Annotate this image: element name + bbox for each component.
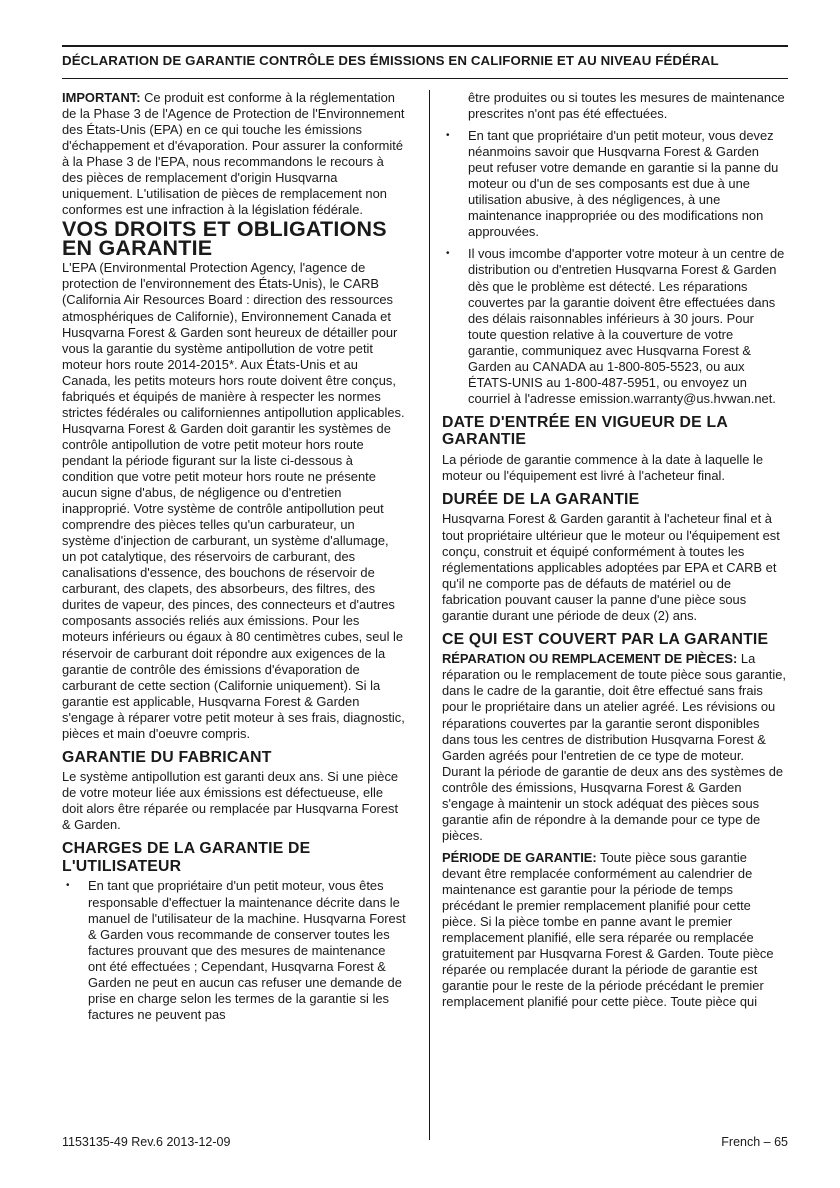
left-column	[62, 90, 406, 1029]
list-item-continuation: être produites ou si toutes les mesures de maintenance prescrites n'ont pas été effectuées.	[468, 90, 785, 122]
repair-label: RÉPARATION OU REMPLACEMENT DE PIÈCES:	[442, 651, 738, 667]
warranty-period-paragraph	[442, 850, 786, 1010]
header-top-rule	[62, 45, 788, 47]
important-paragraph	[62, 90, 406, 218]
warranty-period-label: PÉRIODE DE GARANTIE:	[442, 849, 597, 865]
warranty-duration-paragraph: Husqvarna Forest & Garden garantit à l'acheteur final et à tout propriétaire ultérieur que le moteur ou l'équipement est conçu, construit et équipé conformément à toutes les réglementations applicables adoptées par EPA et CARB et qu'il ne comporte pas de défauts de matériel ou de fabrication pouvant causer la panne d'une pièce sous garantie durant une période de deux (2) ans.	[442, 511, 780, 623]
footer-document-id: 1153135-49 Rev.6 2013-12-09	[62, 1135, 231, 1149]
footer-page-number: French – 65	[721, 1135, 788, 1149]
effective-date-paragraph: La période de garantie commence à la date à laquelle le moteur ou l'équipement est livré à l'acheteur final.	[442, 451, 764, 483]
page-header-title: DÉCLARATION DE GARANTIE CONTRÔLE DES ÉMISSIONS EN CALIFORNIE ET AU NIVEAU FÉDÉRAL	[62, 53, 719, 68]
list-item: • En tant que propriétaire d'un petit moteur, vous êtes responsable d'effectuer la maintenance décrite dans le manuel de l'utilisateur de la machine. Husqvarna Forest & Garden vous recommande de conserver toutes les factures prouvant que des mesures de maintenance ont été effectuées ; Cependant, Husqvarna Forest & Garden ne peut en aucun cas refuser une demande de prise en charge selon les termes de la garantie si les factures ne peuvent pas	[62, 878, 406, 1022]
header-bottom-rule	[62, 78, 788, 79]
warranty-duration-heading: DURÉE DE LA GARANTIE	[442, 490, 640, 508]
manufacturer-warranty-heading: GARANTIE DU FABRICANT	[62, 748, 272, 766]
warranty-period-text: Toute pièce sous garantie devant être remplacée conformément au calendrier de maintenance est garantie pour la période de temps précédant le premier remplacement planifié pour cette pièce. Si la pièce tombe en panne avant le premier remplacement planifié, elle sera réparée ou remplacée gratuitement par Husqvarna Forest & Garden. Toute pièce réparée ou remplacée durant la période de garantie est garantie pour le reste de la période précédant le premier remplacement planifié pour cette pièce. Toute pièce qui	[442, 849, 774, 1010]
list-item: • En tant que propriétaire d'un petit moteur, vous devez néanmoins savoir que Husqvarna Forest & Garden peut refuser votre demande en garantie si la panne du moteur ou d'un de ses composants est due à une utilisation abusive, à des négligences, à une maintenance inappropriée ou des modifications non approuvées.	[442, 128, 786, 240]
list-item: • Il vous imcombe d'apporter votre moteur à un centre de distribution ou d'entretien Husqvarna Forest & Garden dès que le problème est détecté. Les réparations couvertes par la garantie doivent être effectuées dans des délais raisonnables inférieurs à 30 jours. Pour toute question relative à la couverture de votre garantie, communiquez avec Husqvarna Forest & Garden au CANADA au 1-800-805-5523, ou aux ÉTATS-UNIS au 1-800-487-5951, ou envoyez un courriel à l'adresse emission.warranty@us.hvwan.net.	[442, 246, 786, 406]
important-label: IMPORTANT:	[62, 90, 141, 105]
repair-text: La réparation ou le remplacement de toute pièce sous garantie, dans le cadre de la garantie, doit être effectué sans frais pour le propriétaire dans un atelier agréé. Les révisions ou réparations couvertes par la garantie seront disponibles dans tous les centres de distribution Husqvarna Forest & Garden agréés pour l'entretien de ce type de moteur. Durant la période de garantie de deux ans des systèmes de contrôle des émissions, Husqvarna Forest & Garden s'engage à maintenir un stock adéquat des pièces sous garantie afin de répondre à la demande pour ce type de pièces.	[442, 651, 786, 843]
user-responsibilities-list-continued	[442, 128, 786, 407]
important-text: Ce produit est conforme à la réglementation de la Phase 3 de l'Agence de Protection de l'Environnement des États-Unis (EPA) en ce qui touche les émissions d'échappement et d'évaporation. Pour assurer la conformité à la Phase 3 de l'EPA, nous recommandons le recours à des pièces de remplacement d'origin Husqvarna uniquement. L'utilisation de pièces de remplacement non conformes est une infraction à la législation fédérale.	[62, 90, 405, 218]
repair-paragraph	[442, 651, 786, 844]
right-column	[442, 90, 786, 1010]
rights-heading: VOS DROITS ET OBLIGATIONS EN GARANTIE	[62, 217, 387, 261]
effective-date-heading: DATE D'ENTRÉE EN VIGUEUR DE LA GARANTIE	[442, 413, 728, 449]
column-divider	[429, 90, 430, 1140]
user-responsibilities-heading: CHARGES DE LA GARANTIE DE L'UTILISATEUR	[62, 840, 311, 875]
user-responsibilities-list	[62, 878, 406, 1022]
rights-paragraph: L'EPA (Environmental Protection Agency, l'agence de protection de l'environnement des États-Unis), le CARB (California Air Resources Board : direction des ressources atmosphériques de Californie), Environnement Canada et Husqvarna Forest & Garden sont heureux de détailler pour vous la garantie du système antipollution de votre petit moteur hors route 2014-2015*. Aux États-Unis et au Canada, les petits moteurs hors route doivent être conçus, fabriqués et équipés de manière à respecter les normes strictes fédérales ou californiennes antipollution applicables. Husqvarna Forest & Garden doit garantir les systèmes de contrôle antipollution de votre petit moteur hors route pendant la période figurant sur la liste ci-dessous à condition que votre petit moteur hors route ne présente aucun signe d'abus, de négligence ou d'entretien inapproprié. Votre système de contrôle antipollution peut comprendre des pièces telles qu'un carburateur, un système d'injection de carburant, un système d'allumage, un pot catalytique, des réservoirs de carburant, des canalisations d'essence, des bouchons de réservoir de carburant, des clapets, des absorbeurs, des filtres, des durites de vapeur, des pinces, des connecteurs et d'autres composants associés reliés aux émissions. Pour les moteurs inférieurs ou égaux à 80 centimètres cubes, seul le réservoir de carburant doit répondre aux exigences de la garantie de contrôle des émissions d'évaporation de carburant de cette section (Californie uniquement). Si la garantie est applicable, Husqvarna Forest & Garden s'engage à réparer votre petit moteur à ses frais, diagnostic, pièces et main d'oeuvre compris.	[62, 260, 405, 741]
manufacturer-warranty-paragraph: Le système antipollution est garanti deux ans. Si une pièce de votre moteur liée aux émissions est défectueuse, elle doit alors être réparée ou remplacée par Husqvarna Forest & Garden.	[62, 769, 399, 833]
coverage-heading: CE QUI EST COUVERT PAR LA GARANTIE	[442, 630, 769, 648]
